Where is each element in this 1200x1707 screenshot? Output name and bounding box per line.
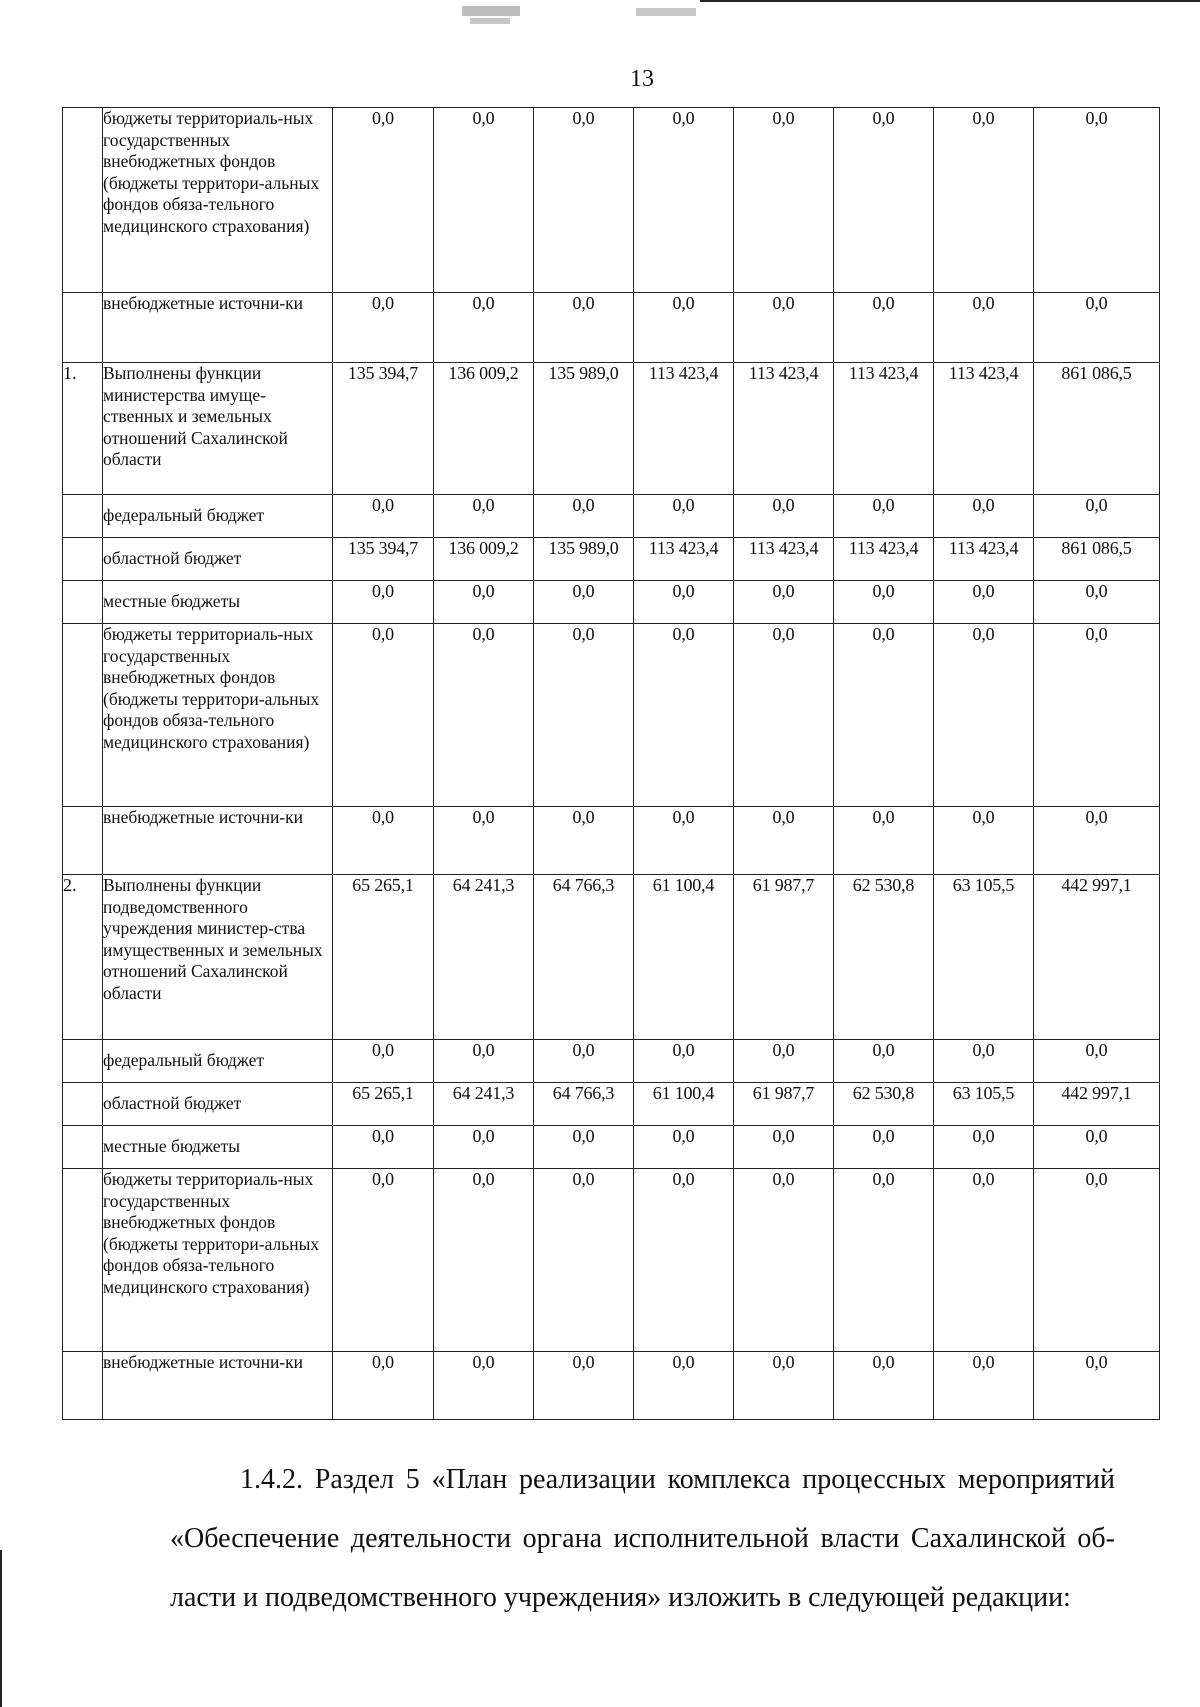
table-row [63,363,1160,495]
value-cell: 0,0 [734,581,834,624]
table-row [63,807,1160,875]
value-cell: 0,0 [834,581,934,624]
table-row [63,1083,1160,1126]
value-cell: 0,0 [834,495,934,538]
value-cell: 0,0 [333,108,434,293]
value-cell: 0,0 [834,1040,934,1083]
value-cell: 0,0 [934,1169,1034,1352]
value-cell: 113 423,4 [734,538,834,581]
value-cell: 62 530,8 [834,1083,934,1126]
value-cell: 0,0 [534,108,634,293]
row-number: 1. [63,363,103,495]
scan-smudge [462,6,520,16]
value-cell: 0,0 [1034,1040,1160,1083]
value-cell: 113 423,4 [834,363,934,495]
value-cell: 0,0 [333,1040,434,1083]
value-cell: 64 766,3 [534,1083,634,1126]
value-cell: 0,0 [534,293,634,363]
value-cell: 64 241,3 [434,1083,534,1126]
row-label: областной бюджет [103,538,333,581]
value-cell: 62 530,8 [834,875,934,1040]
value-cell: 0,0 [834,1352,934,1420]
value-cell: 0,0 [834,624,934,807]
value-cell: 0,0 [333,624,434,807]
value-cell: 0,0 [434,624,534,807]
row-number [63,1352,103,1420]
value-cell: 113 423,4 [634,363,734,495]
value-cell: 0,0 [634,108,734,293]
value-cell: 0,0 [1034,1169,1160,1352]
value-cell: 0,0 [934,1352,1034,1420]
scan-smudge [470,18,510,24]
value-cell: 0,0 [1034,108,1160,293]
table-row [63,495,1160,538]
value-cell: 0,0 [333,1126,434,1169]
value-cell: 0,0 [634,1169,734,1352]
value-cell: 0,0 [634,581,734,624]
value-cell: 61 987,7 [734,875,834,1040]
value-cell: 0,0 [1034,581,1160,624]
value-cell: 0,0 [934,1040,1034,1083]
value-cell: 0,0 [834,108,934,293]
table-row [63,1126,1160,1169]
value-cell: 0,0 [734,1169,834,1352]
value-cell: 136 009,2 [434,363,534,495]
value-cell: 61 987,7 [734,1083,834,1126]
value-cell: 0,0 [534,624,634,807]
value-cell: 0,0 [834,1169,934,1352]
row-label: федеральный бюджет [103,1040,333,1083]
table-row [63,1169,1160,1352]
value-cell: 0,0 [1034,495,1160,538]
value-cell: 0,0 [333,1169,434,1352]
value-cell: 63 105,5 [934,875,1034,1040]
value-cell: 113 423,4 [734,363,834,495]
value-cell: 113 423,4 [934,538,1034,581]
value-cell: 442 997,1 [1034,875,1160,1040]
value-cell: 0,0 [634,807,734,875]
row-number [63,1083,103,1126]
value-cell: 0,0 [634,1126,734,1169]
row-label: областной бюджет [103,1083,333,1126]
row-label: местные бюджеты [103,1126,333,1169]
value-cell: 0,0 [333,1352,434,1420]
page-number: 13 [630,66,654,92]
value-cell: 0,0 [634,293,734,363]
value-cell: 0,0 [1034,1352,1160,1420]
value-cell: 0,0 [734,1040,834,1083]
value-cell: 0,0 [934,495,1034,538]
value-cell: 0,0 [934,1126,1034,1169]
row-number [63,108,103,293]
value-cell: 0,0 [634,624,734,807]
section-paragraph: 1.4.2. Раздел 5 «План реализации комплекса процессных мероприятий «Обеспечение деятельности органа исполнительной власти Сахалинской об-ласти и подведомственного учреждения» изложить в следующей редакции: [170,1464,1115,1613]
row-number [63,1169,103,1352]
value-cell: 0,0 [734,807,834,875]
row-label: федеральный бюджет [103,495,333,538]
value-cell: 0,0 [534,495,634,538]
value-cell: 64 766,3 [534,875,634,1040]
value-cell: 0,0 [434,1040,534,1083]
value-cell: 0,0 [333,581,434,624]
value-cell: 0,0 [834,1126,934,1169]
row-label: Выполнены функции министерства имуще-ственных и земельных отношений Сахалинской области [103,363,333,495]
value-cell: 64 241,3 [434,875,534,1040]
table-row [63,875,1160,1040]
value-cell: 442 997,1 [1034,1083,1160,1126]
table-row [63,293,1160,363]
row-number: 2. [63,875,103,1040]
row-label: Выполнены функции подведомственного учреждения министер-ства имущественных и земельных отношений Сахалинской области [103,875,333,1040]
value-cell: 0,0 [333,807,434,875]
row-number [63,495,103,538]
value-cell: 0,0 [734,293,834,363]
value-cell: 63 105,5 [934,1083,1034,1126]
value-cell: 0,0 [534,1040,634,1083]
scan-smudge [636,8,696,16]
value-cell: 65 265,1 [333,1083,434,1126]
value-cell: 0,0 [834,807,934,875]
value-cell: 135 394,7 [333,363,434,495]
value-cell: 0,0 [434,495,534,538]
table-row [63,538,1160,581]
value-cell: 0,0 [534,1352,634,1420]
value-cell: 0,0 [634,1352,734,1420]
row-label: бюджеты территориаль-ных государственных внебюджетных фондов (бюджеты территори-альных фондов обяза-тельного медицинского страхования) [103,1169,333,1352]
value-cell: 135 989,0 [534,538,634,581]
table-row [63,1040,1160,1083]
value-cell: 0,0 [434,1169,534,1352]
value-cell: 0,0 [434,108,534,293]
row-number [63,538,103,581]
value-cell: 0,0 [434,581,534,624]
row-label: внебюджетные источни-ки [103,807,333,875]
value-cell: 61 100,4 [634,1083,734,1126]
row-number [63,581,103,624]
row-label: бюджеты территориаль-ных государственных внебюджетных фондов (бюджеты территори-альных фондов обяза-тельного медицинского страхования) [103,624,333,807]
value-cell: 0,0 [1034,293,1160,363]
value-cell: 0,0 [734,108,834,293]
value-cell: 0,0 [534,1126,634,1169]
value-cell: 0,0 [934,293,1034,363]
row-label: внебюджетные источни-ки [103,1352,333,1420]
value-cell: 861 086,5 [1034,538,1160,581]
value-cell: 113 423,4 [634,538,734,581]
value-cell: 0,0 [634,495,734,538]
value-cell: 0,0 [534,807,634,875]
value-cell: 0,0 [1034,1126,1160,1169]
table-row [63,108,1160,293]
value-cell: 135 394,7 [333,538,434,581]
value-cell: 0,0 [934,807,1034,875]
value-cell: 0,0 [534,1169,634,1352]
row-label: внебюджетные источни-ки [103,293,333,363]
value-cell: 65 265,1 [333,875,434,1040]
value-cell: 0,0 [734,1126,834,1169]
value-cell: 0,0 [434,293,534,363]
scan-edge-line [700,0,1200,2]
row-number [63,293,103,363]
row-number [63,807,103,875]
value-cell: 0,0 [1034,807,1160,875]
value-cell: 0,0 [434,1352,534,1420]
value-cell: 0,0 [934,581,1034,624]
value-cell: 0,0 [734,1352,834,1420]
value-cell: 0,0 [534,581,634,624]
table-row [63,581,1160,624]
value-cell: 0,0 [434,807,534,875]
row-number [63,1040,103,1083]
value-cell: 113 423,4 [834,538,934,581]
table-row [63,624,1160,807]
value-cell: 135 989,0 [534,363,634,495]
value-cell: 0,0 [634,1040,734,1083]
row-number [63,1126,103,1169]
value-cell: 0,0 [934,108,1034,293]
budget-table [62,107,1160,1420]
value-cell: 0,0 [1034,624,1160,807]
value-cell: 136 009,2 [434,538,534,581]
value-cell: 0,0 [434,1126,534,1169]
row-number [63,624,103,807]
value-cell: 0,0 [734,624,834,807]
row-label: бюджеты территориаль-ных государственных внебюджетных фондов (бюджеты территори-альных фондов обяза-тельного медицинского страхования) [103,108,333,293]
value-cell: 0,0 [934,624,1034,807]
value-cell: 61 100,4 [634,875,734,1040]
value-cell: 113 423,4 [934,363,1034,495]
value-cell: 0,0 [734,495,834,538]
table-row [63,1352,1160,1420]
value-cell: 0,0 [333,293,434,363]
value-cell: 0,0 [333,495,434,538]
scan-edge-line [0,1550,2,1707]
row-label: местные бюджеты [103,581,333,624]
value-cell: 0,0 [834,293,934,363]
value-cell: 861 086,5 [1034,363,1160,495]
